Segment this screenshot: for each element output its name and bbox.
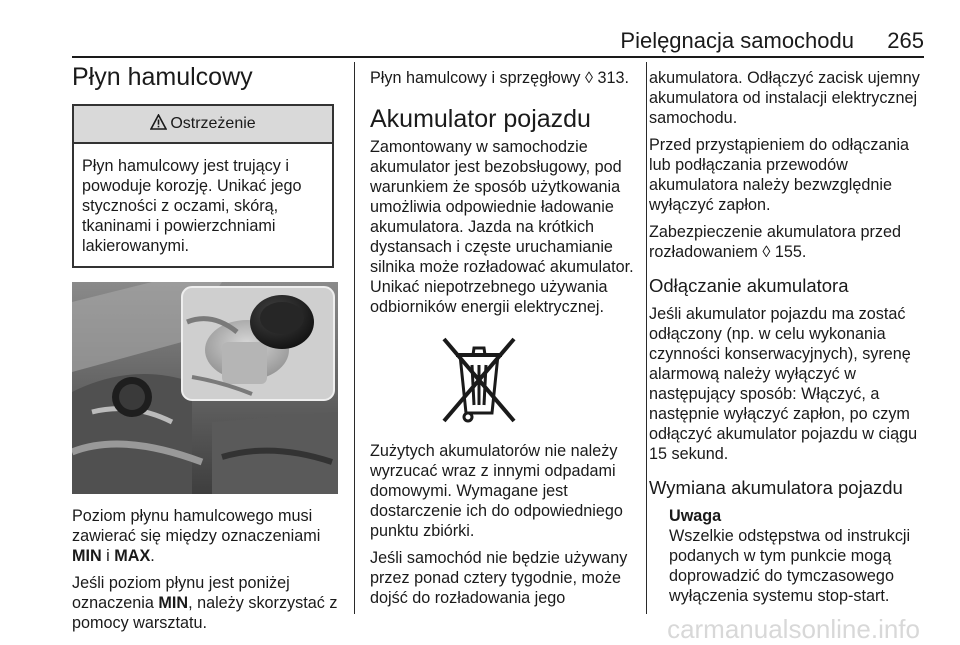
column-3 xyxy=(649,62,925,606)
brake-fluid-reservoir-photo xyxy=(72,282,338,494)
header-rule xyxy=(72,56,924,58)
clutch-fluid-reference: Płyn hamulcowy i sprzęgłowy ◊ 313. xyxy=(370,69,630,87)
min-marking: MIN xyxy=(72,547,102,565)
subsection-title-replacement: Wymiana akumulatora pojazdu xyxy=(649,477,903,498)
recycling-bin-icon xyxy=(438,333,520,429)
warning-text: Płyn hamulcowy jest trujący i powoduje korozję. Unikać jego styczności z oczami, skórą, tkaninami i powierzchniami lakierowanymi. xyxy=(82,157,302,255)
note-title: Uwaga xyxy=(669,507,722,525)
para1-text-c: . xyxy=(150,547,155,565)
brake-fluid-level-paragraph xyxy=(72,506,340,566)
page-number: 265 xyxy=(887,28,924,53)
battery-paragraph-4: akumulatora. Odłączyć zacisk ujemny akumulatora od instalacji elektrycznej samochodu. xyxy=(649,69,920,127)
page-header xyxy=(72,26,924,56)
column-divider-2 xyxy=(646,62,647,614)
disconnect-paragraph: Jeśli akumulator pojazdu ma zostać odłączony (np. w celu wykonania czynności konserwacyjnych), syrenę alarmową należy wyłączyć w następujący sposób: Włączyć, a następnie wyłączyć zapłon, po czym odłączyć akumulator pojazdu w ciągu 15 sekund. xyxy=(649,305,918,463)
warning-box xyxy=(72,104,334,268)
section-title-battery: Akumulator pojazdu xyxy=(370,105,591,133)
watermark: carmanualsonline.info xyxy=(667,614,920,644)
column-divider-1 xyxy=(354,62,355,614)
subsection-title-disconnect: Odłączanie akumulatora xyxy=(649,275,849,296)
battery-paragraph-2: Zużytych akumulatorów nie należy wyrzucać wraz z innymi odpadami domowymi. Wymagane jest dostarczenie ich do odpowiedniego punktu zbiórki. xyxy=(370,442,623,540)
para1-text-b: i xyxy=(101,547,115,565)
min-marking-2: MIN xyxy=(158,594,189,612)
warning-heading: Ostrzeżenie xyxy=(170,115,256,132)
para2-text-b: , należy skorzystać z pomocy warsztatu. xyxy=(72,594,338,632)
max-marking: MAX xyxy=(114,547,151,565)
note-box xyxy=(649,506,925,606)
warning-header xyxy=(74,106,332,144)
warning-triangle-icon xyxy=(150,114,167,135)
battery-paragraph-5: Przed przystąpieniem do odłączania lub podłączania przewodów akumulatora należy bezwzględnie wyłączyć zapłon. xyxy=(649,136,910,214)
section-title-brake-fluid: Płyn hamulcowy xyxy=(72,63,253,91)
para1-text-a: Poziom płynu hamulcowego musi zawierać się między oznaczeniami xyxy=(72,507,321,545)
note-text: Wszelkie odstępstwa od instrukcji podanych w tym punkcie mogą doprowadzić do tymczasowego wyłączenia systemu stop-start. xyxy=(669,527,911,605)
battery-paragraph-6: Zabezpieczenie akumulatora przed rozładowaniem ◊ 155. xyxy=(649,223,901,261)
brake-fluid-low-paragraph xyxy=(72,573,340,633)
battery-paragraph-3: Jeśli samochód nie będzie używany przez ponad cztery tygodnie, może dojść do rozładowania jego xyxy=(370,549,628,607)
column-2 xyxy=(370,62,634,608)
battery-paragraph-1: Zamontowany w samochodzie akumulator jest bezobsługowy, pod warunkiem że sposób użytkowania umożliwia odpowiednie ładowanie akumulatora. Jazda na krótkich dystansach i częste uruchamianie silnika może rozładować akumulator. Unikać niepotrzebnego używania odbiorników energii elektrycznej. xyxy=(370,138,634,316)
header-title: Pielęgnacja samochodu xyxy=(620,28,854,53)
column-1 xyxy=(72,62,340,633)
para2-text-a: Jeśli poziom płynu jest poniżej oznaczenia xyxy=(72,574,290,612)
